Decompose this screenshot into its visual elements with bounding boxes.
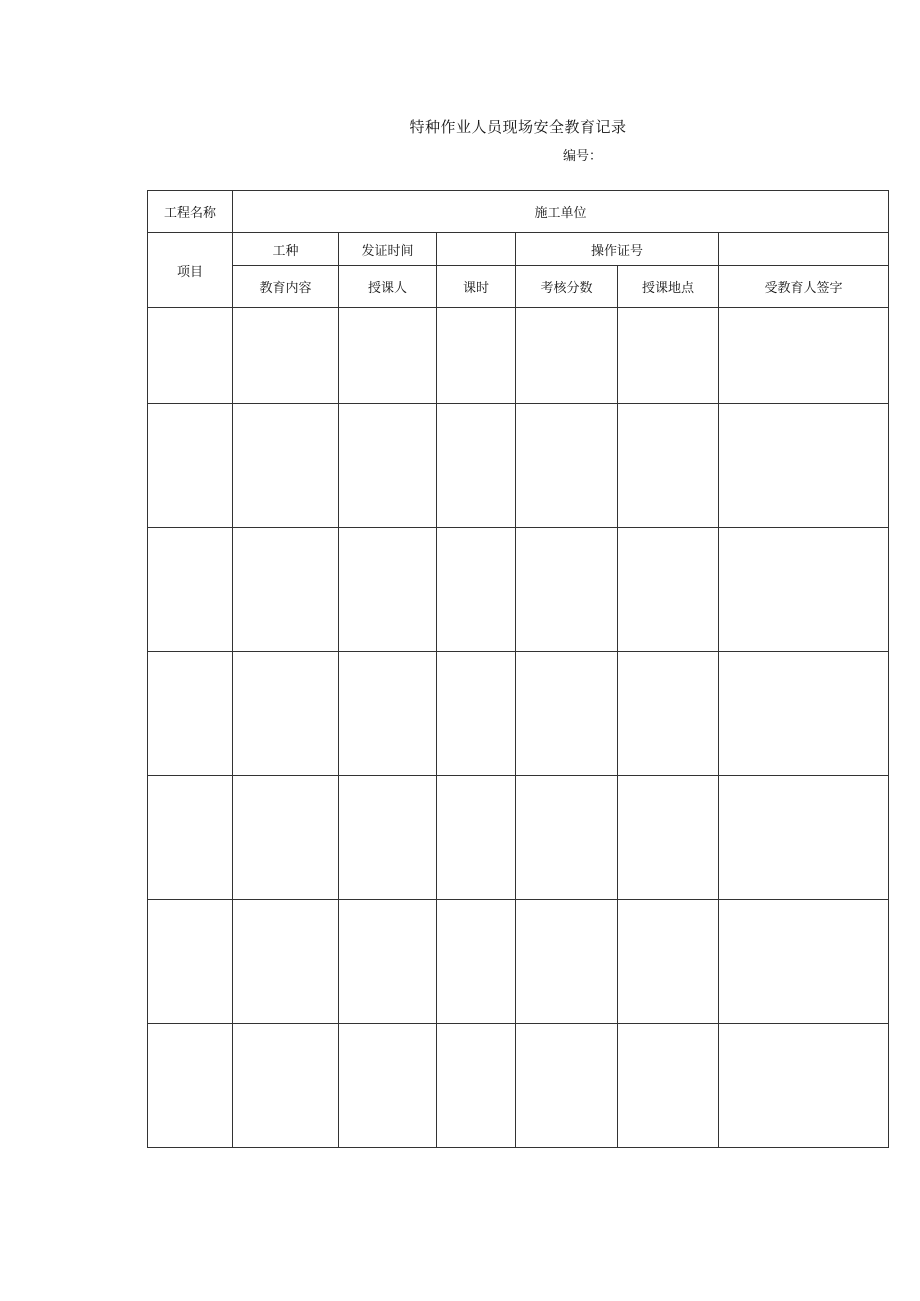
column-header-trainee-signature: 受教育人签字 — [719, 266, 889, 308]
table-row — [148, 652, 889, 776]
table-cell[interactable] — [618, 900, 719, 1024]
table-cell[interactable] — [148, 776, 233, 900]
table-cell[interactable] — [516, 528, 618, 652]
table-cell[interactable] — [339, 900, 437, 1024]
table-cell[interactable] — [437, 652, 516, 776]
column-header-assessment-score: 考核分数 — [516, 266, 618, 308]
table-cell[interactable] — [719, 308, 889, 404]
table-cell[interactable] — [516, 900, 618, 1024]
document-number-label: 编号： — [563, 149, 603, 164]
column-header-education-content: 教育内容 — [233, 266, 339, 308]
table-cell[interactable] — [437, 404, 516, 528]
table-cell[interactable] — [233, 404, 339, 528]
table-row — [148, 528, 889, 652]
table-row — [148, 308, 889, 404]
table-cell[interactable] — [148, 528, 233, 652]
table-cell[interactable] — [618, 652, 719, 776]
table-cell[interactable] — [719, 776, 889, 900]
table-cell[interactable] — [618, 776, 719, 900]
item-label: 项目 — [148, 233, 233, 308]
table-cell[interactable] — [148, 652, 233, 776]
table-cell[interactable] — [339, 404, 437, 528]
construction-unit-label: 施工单位 — [233, 191, 889, 233]
table-cell[interactable] — [516, 404, 618, 528]
table-cell[interactable] — [719, 404, 889, 528]
column-header-lecturer: 授课人 — [339, 266, 437, 308]
table-cell[interactable] — [339, 652, 437, 776]
column-header-class-hours: 课时 — [437, 266, 516, 308]
table-cell[interactable] — [148, 900, 233, 1024]
table-cell[interactable] — [719, 900, 889, 1024]
table-row — [148, 1024, 889, 1148]
table-cell[interactable] — [339, 308, 437, 404]
table-cell[interactable] — [233, 308, 339, 404]
issue-time-value-cell[interactable] — [437, 233, 516, 266]
table-cell[interactable] — [618, 404, 719, 528]
table-cell[interactable] — [516, 308, 618, 404]
table-cell[interactable] — [339, 528, 437, 652]
table-cell[interactable] — [516, 776, 618, 900]
table-cell[interactable] — [233, 776, 339, 900]
table-cell[interactable] — [233, 652, 339, 776]
table-cell[interactable] — [719, 1024, 889, 1148]
table-header-row-project — [148, 191, 889, 233]
operation-cert-value-cell[interactable] — [719, 233, 889, 266]
table-cell[interactable] — [719, 528, 889, 652]
operation-cert-label: 操作证号 — [516, 233, 719, 266]
table-cell[interactable] — [719, 652, 889, 776]
project-name-label: 工程名称 — [148, 191, 233, 233]
table-cell[interactable] — [233, 528, 339, 652]
page-title: 特种作业人员现场安全教育记录 — [409, 118, 627, 136]
table-cell[interactable] — [148, 1024, 233, 1148]
table-cell[interactable] — [339, 1024, 437, 1148]
table-cell[interactable] — [148, 308, 233, 404]
table-cell[interactable] — [618, 308, 719, 404]
table-cell[interactable] — [233, 900, 339, 1024]
table-cell[interactable] — [516, 1024, 618, 1148]
table-cell[interactable] — [437, 308, 516, 404]
work-type-label: 工种 — [233, 233, 339, 266]
table-row — [148, 404, 889, 528]
table-column-header-row — [148, 266, 889, 308]
table-cell[interactable] — [437, 528, 516, 652]
table-cell[interactable] — [516, 652, 618, 776]
table-cell[interactable] — [148, 404, 233, 528]
table-cell[interactable] — [437, 776, 516, 900]
table-cell[interactable] — [618, 1024, 719, 1148]
table-header-row-work-type — [148, 233, 889, 266]
table-cell[interactable] — [437, 1024, 516, 1148]
issue-time-label: 发证时间 — [339, 233, 437, 266]
table-cell[interactable] — [437, 900, 516, 1024]
education-record-table — [147, 190, 889, 1148]
table-cell[interactable] — [233, 1024, 339, 1148]
table-row — [148, 900, 889, 1024]
column-header-lecture-location: 授课地点 — [618, 266, 719, 308]
table-cell[interactable] — [339, 776, 437, 900]
table-row — [148, 776, 889, 900]
table-cell[interactable] — [618, 528, 719, 652]
